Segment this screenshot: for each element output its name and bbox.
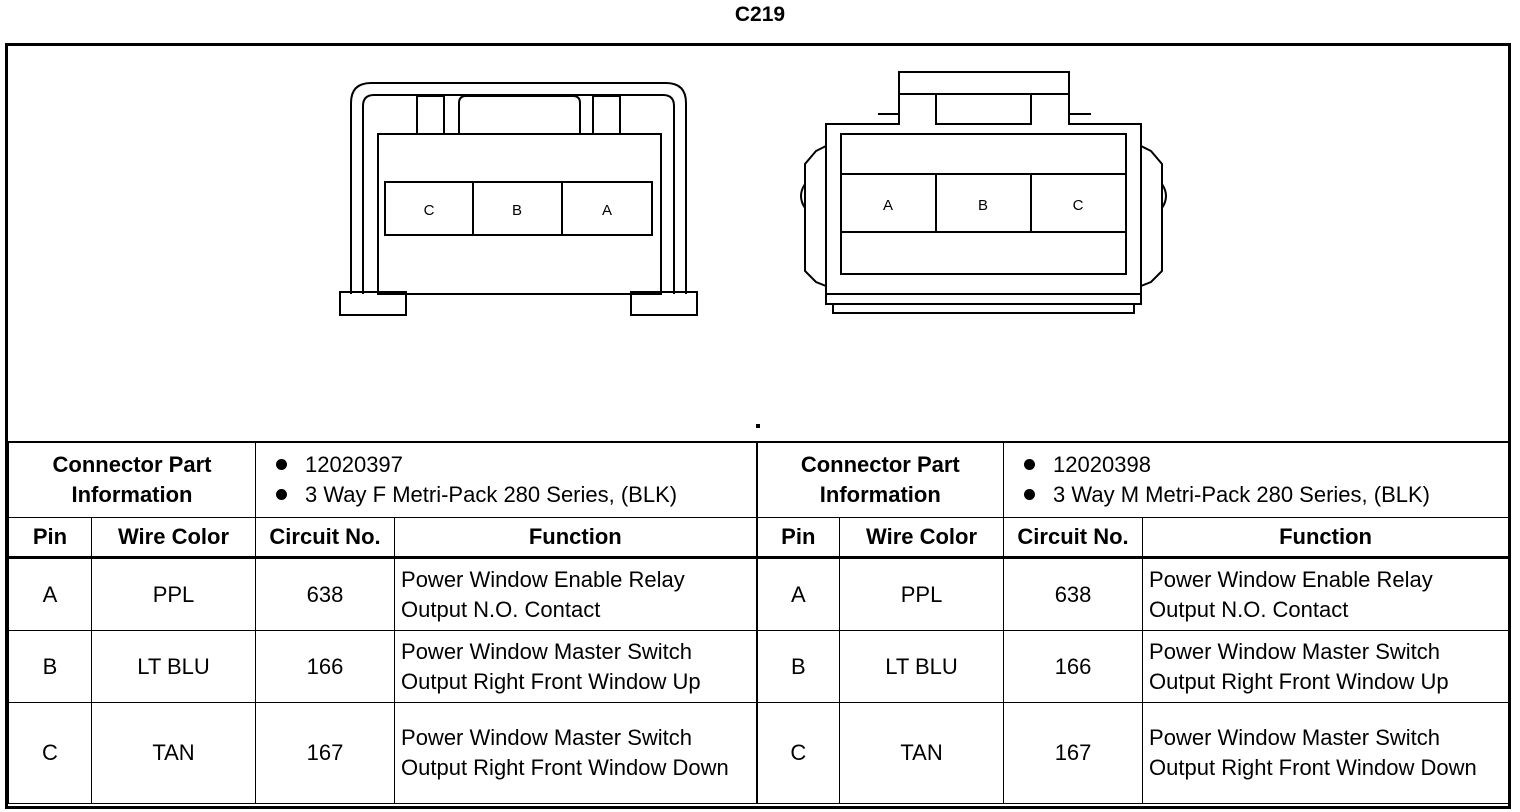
male-cavity-label-1: A	[882, 197, 894, 214]
bullet-icon	[276, 489, 287, 500]
connector-diagram	[8, 46, 1508, 441]
pin-cell: B	[757, 631, 840, 703]
part-numbers-right	[1004, 442, 1509, 518]
female-cavity-label-2: B	[511, 202, 523, 219]
table-row	[9, 631, 1509, 703]
male-cavity-label-2: B	[977, 197, 989, 214]
part-number-item: 12020397	[276, 450, 750, 480]
circuit-cell: 166	[1004, 631, 1143, 703]
header-pin: Pin	[9, 518, 92, 558]
wire-color-cell: PPL	[92, 558, 256, 631]
circuit-cell: 167	[256, 703, 395, 804]
pin-cell: C	[9, 703, 92, 804]
part-info-label-right: Connector Part Information	[757, 442, 1004, 518]
function-cell: Power Window Master Switch Output Right Front Window Up	[1143, 631, 1509, 703]
wire-color-cell: LT BLU	[92, 631, 256, 703]
bullet-icon	[1024, 459, 1035, 470]
connector-drawings	[8, 46, 1508, 441]
wire-color-cell: PPL	[840, 558, 1004, 631]
circuit-cell: 638	[256, 558, 395, 631]
part-numbers-left	[256, 442, 757, 518]
part-info-label-left: Connector Part Information	[9, 442, 256, 518]
header-wire-color: Wire Color	[92, 518, 256, 558]
male-connector-drawing	[801, 72, 1166, 313]
part-number-item: 12020398	[1024, 450, 1502, 480]
header-function: Function	[395, 518, 757, 558]
connector-frame	[5, 43, 1511, 809]
pin-cell: C	[757, 703, 840, 804]
header-function: Function	[1143, 518, 1509, 558]
table-row	[9, 703, 1509, 804]
female-cavity-label-1: C	[423, 202, 435, 219]
pin-cell: A	[757, 558, 840, 631]
connector-info-table	[8, 441, 1509, 804]
header-wire-color: Wire Color	[840, 518, 1004, 558]
header-row	[9, 518, 1509, 558]
circuit-cell: 167	[1004, 703, 1143, 804]
pin-cell: A	[9, 558, 92, 631]
circuit-cell: 166	[256, 631, 395, 703]
function-cell: Power Window Master Switch Output Right Front Window Down	[395, 703, 757, 804]
female-cavity-label-3: A	[601, 202, 613, 219]
male-cavity-label-3: C	[1072, 197, 1084, 214]
wire-color-cell: LT BLU	[840, 631, 1004, 703]
wire-color-cell: TAN	[840, 703, 1004, 804]
header-circuit: Circuit No.	[256, 518, 395, 558]
female-connector-drawing	[340, 83, 697, 315]
part-info-row	[9, 442, 1509, 518]
table-row	[9, 558, 1509, 631]
header-circuit: Circuit No.	[1004, 518, 1143, 558]
function-cell: Power Window Enable Relay Output N.O. Contact	[1143, 558, 1509, 631]
wire-color-cell: TAN	[92, 703, 256, 804]
center-dot	[756, 424, 760, 428]
part-number-item: 3 Way F Metri-Pack 280 Series, (BLK)	[276, 480, 750, 510]
bullet-icon	[276, 459, 287, 470]
part-number-item: 3 Way M Metri-Pack 280 Series, (BLK)	[1024, 480, 1502, 510]
function-cell: Power Window Enable Relay Output N.O. Contact	[395, 558, 757, 631]
header-pin: Pin	[757, 518, 840, 558]
page-title: C219	[734, 3, 786, 26]
bullet-icon	[1024, 489, 1035, 500]
pin-cell: B	[9, 631, 92, 703]
circuit-cell: 638	[1004, 558, 1143, 631]
function-cell: Power Window Master Switch Output Right Front Window Up	[395, 631, 757, 703]
function-cell: Power Window Master Switch Output Right Front Window Down	[1143, 703, 1509, 804]
